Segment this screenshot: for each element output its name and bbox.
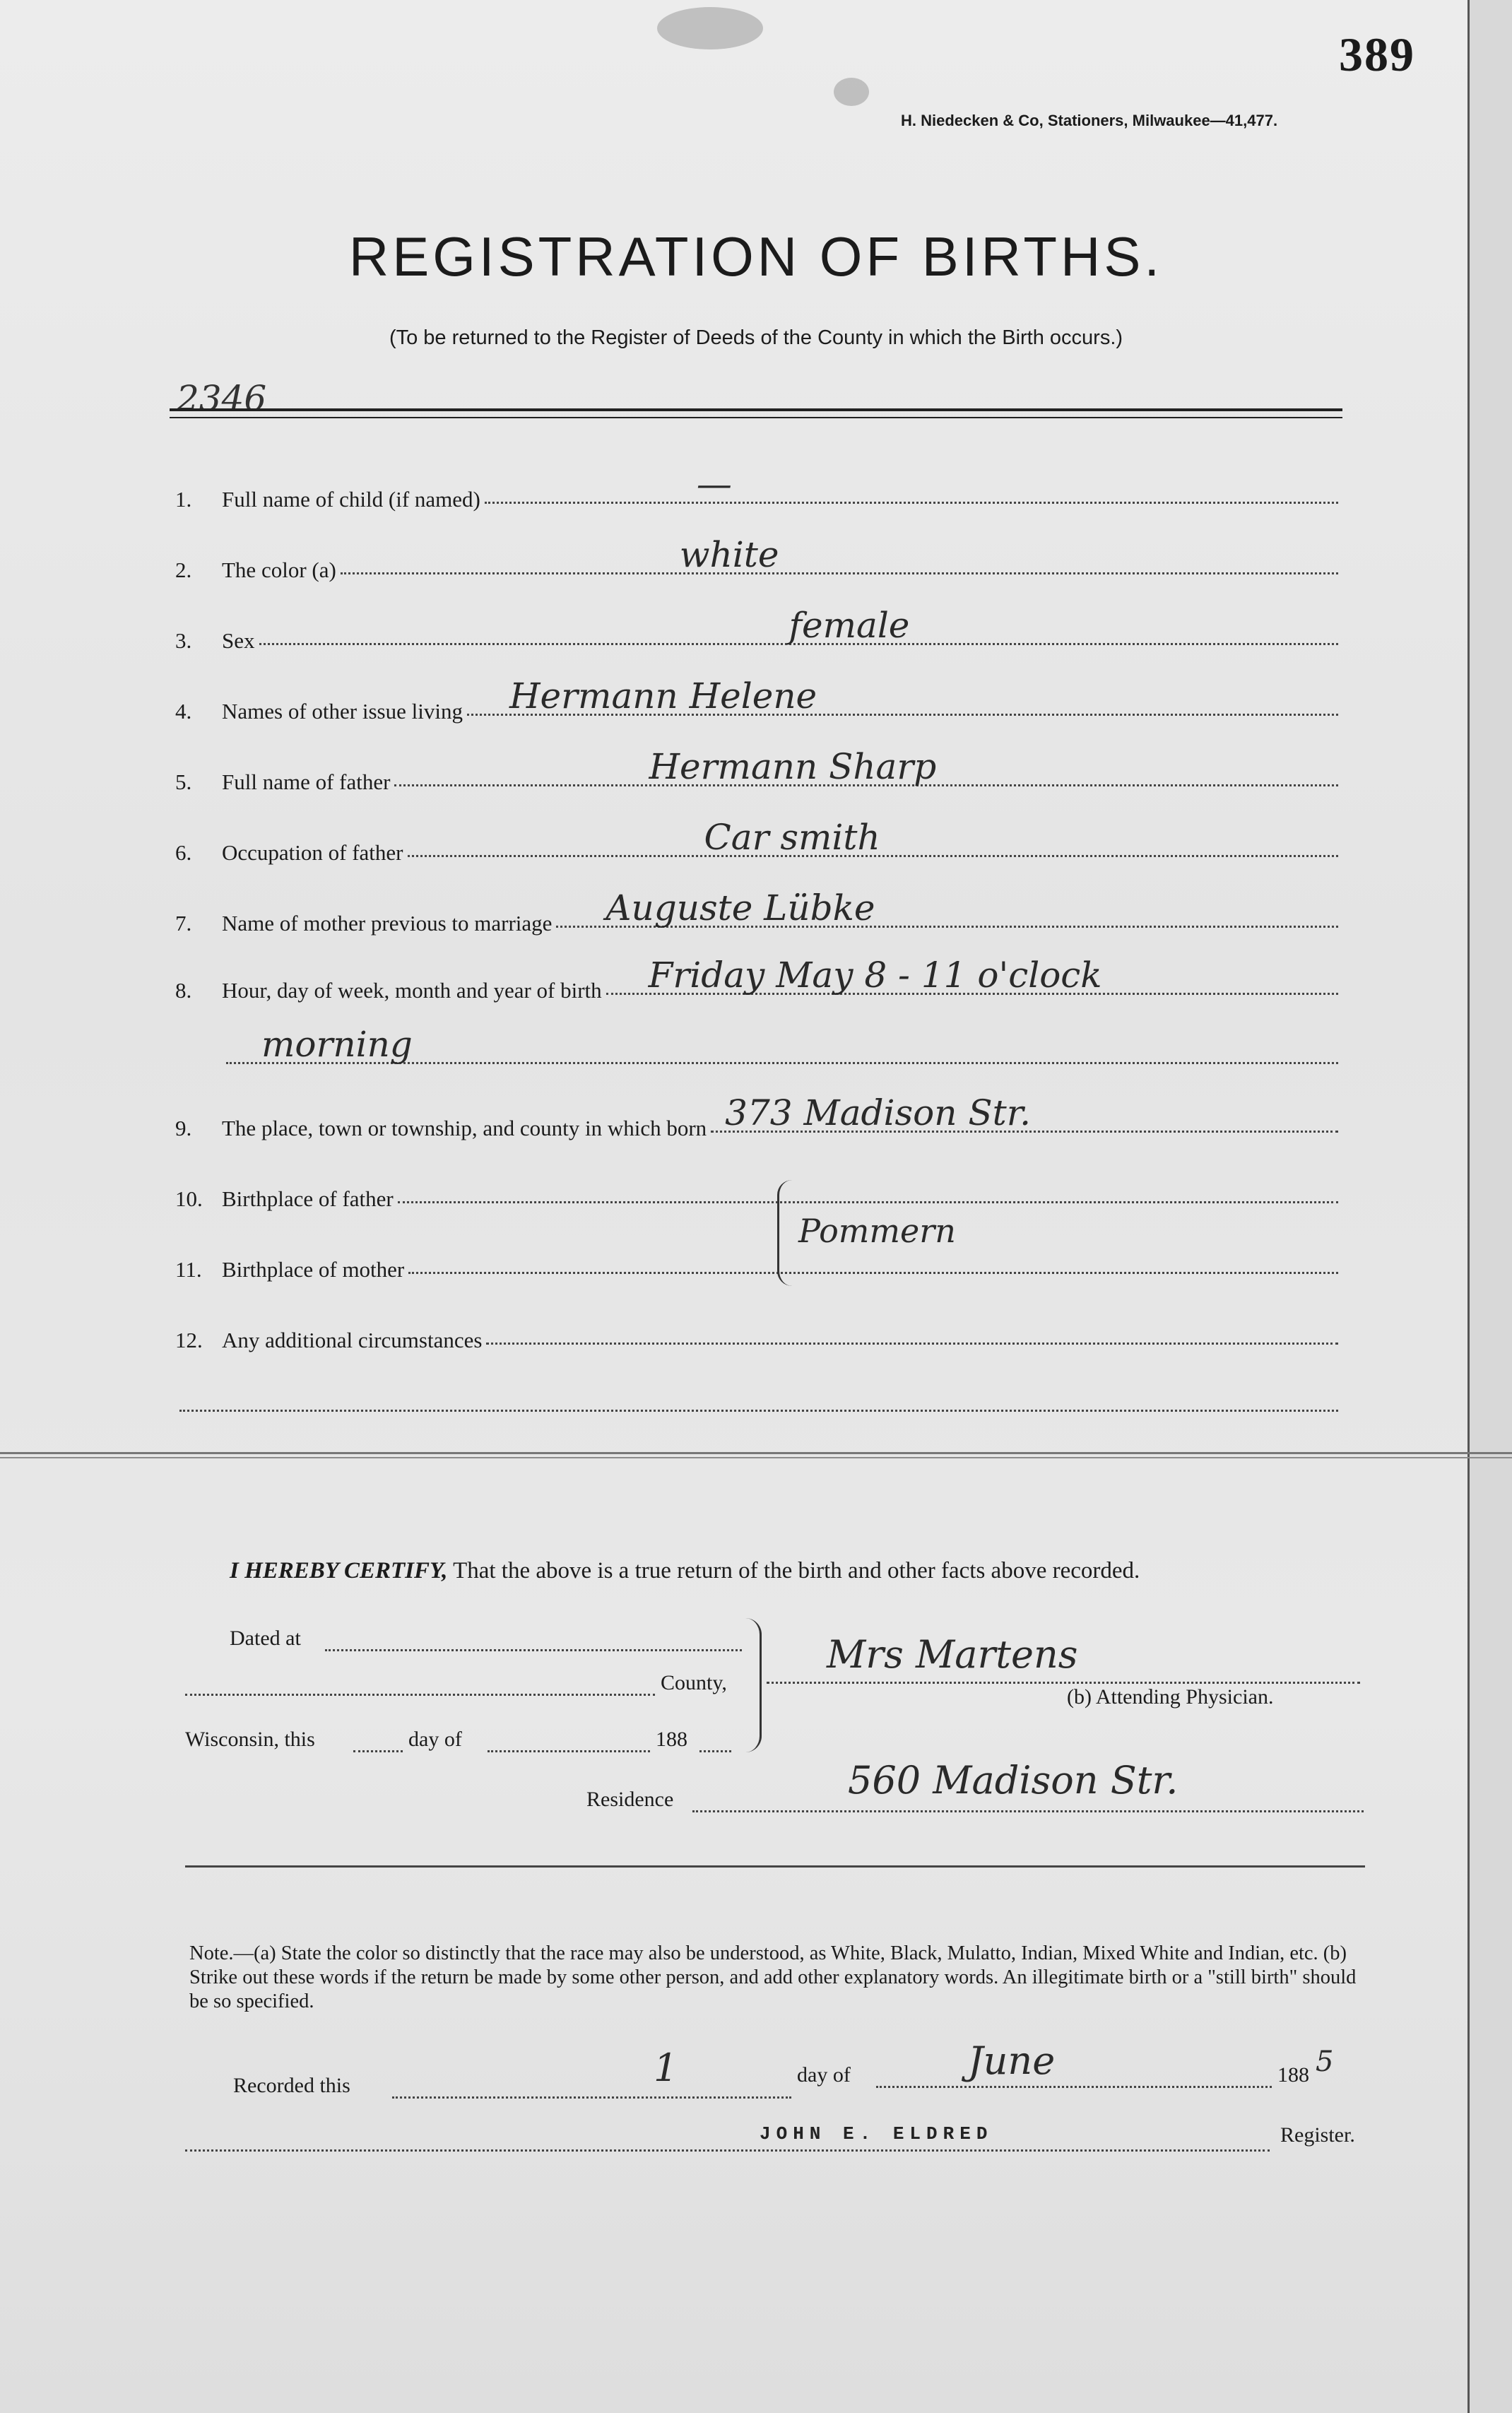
field-value: Hermann Sharp bbox=[649, 746, 937, 787]
field-label: Occupation of father bbox=[222, 840, 403, 865]
field-line bbox=[556, 887, 1338, 928]
field-label: Name of mother previous to marriage bbox=[222, 911, 553, 936]
footnote: Note.—(a) State the color so distinctly that the race may also be understood, as White, Black, Mulatto, Indian, Mixed White and Indian, etc. (b) Strike out these words if the return be made by some other person, and add other explanatory words. An illegitimate birth or a "still birth" should be so specified. bbox=[189, 1942, 1357, 2012]
physician-label: (b) Attending Physician. bbox=[1067, 1685, 1274, 1709]
ink-smudge bbox=[657, 7, 763, 49]
header-rule bbox=[170, 417, 1342, 418]
field-line bbox=[486, 1341, 1338, 1345]
county-label: County, bbox=[661, 1671, 727, 1694]
field-row-11 bbox=[175, 1240, 1342, 1282]
field-value: white bbox=[679, 534, 779, 575]
county-line bbox=[185, 1692, 655, 1696]
recorded-month: June bbox=[968, 2039, 1056, 2083]
field-line bbox=[259, 605, 1339, 646]
field-row-4 bbox=[175, 675, 1342, 724]
recorded-label: Recorded this bbox=[233, 2074, 350, 2097]
ink-smudge bbox=[834, 78, 869, 106]
birthplace-brace bbox=[777, 1180, 792, 1286]
field-value: — bbox=[696, 464, 732, 505]
field-line bbox=[408, 1270, 1338, 1274]
month-line bbox=[488, 1749, 650, 1752]
certify-lead: I HEREBY CERTIFY, bbox=[230, 1558, 448, 1583]
field-row-5 bbox=[175, 746, 1342, 795]
register-label: Register. bbox=[1280, 2123, 1355, 2147]
recorded-day-of-label: day of bbox=[797, 2063, 851, 2087]
field-row-12-continued bbox=[175, 1378, 1342, 1420]
recorded-day: 1 bbox=[654, 2046, 678, 2090]
section-divider bbox=[0, 1457, 1512, 1458]
recorded-year-label: 188 bbox=[1277, 2063, 1309, 2087]
field-number: 4. bbox=[175, 699, 192, 724]
year-label: 188 bbox=[656, 1728, 687, 1751]
field-line bbox=[341, 534, 1338, 575]
field-number: 7. bbox=[175, 911, 192, 936]
field-line bbox=[467, 675, 1338, 716]
field-label: Full name of child (if named) bbox=[222, 487, 480, 512]
page-number: 389 bbox=[1339, 28, 1415, 81]
field-label: Birthplace of mother bbox=[222, 1257, 405, 1282]
wisconsin-label: Wisconsin, this bbox=[185, 1728, 315, 1751]
field-label: The place, town or township, and county in which born bbox=[222, 1116, 707, 1140]
field-row-2 bbox=[175, 534, 1342, 583]
stationer-imprint: H. Niedecken & Co, Stationers, Milwaukee—41,477. bbox=[901, 112, 1278, 129]
field-number: 9. bbox=[175, 1116, 192, 1140]
field-row-8 bbox=[175, 955, 1342, 1003]
field-line bbox=[606, 955, 1338, 996]
register-name-stamp: JOHN E. ELDRED bbox=[760, 2123, 993, 2144]
certify-text: That the above is a true return of the birth and other facts above recorded. bbox=[453, 1558, 1140, 1583]
residence-label: Residence bbox=[586, 1788, 674, 1811]
year-line bbox=[699, 1749, 731, 1752]
field-value: morning bbox=[261, 1024, 413, 1065]
birthplace-value: Pommern bbox=[798, 1212, 956, 1250]
field-row-3 bbox=[175, 605, 1342, 654]
day-of-label: day of bbox=[408, 1728, 462, 1751]
field-label: The color (a) bbox=[222, 557, 336, 582]
field-value: 373 Madison Str. bbox=[725, 1092, 1032, 1133]
recorded-month-line bbox=[876, 2084, 1272, 2088]
certification-statement bbox=[230, 1558, 1140, 1584]
register-line bbox=[185, 2148, 1270, 2152]
field-value: Car smith bbox=[704, 817, 880, 858]
form-subtitle: (To be returned to the Register of Deeds of the County in which the Birth occurs.) bbox=[389, 326, 1123, 349]
field-number: 8. bbox=[175, 978, 192, 1003]
field-value: Friday May 8 - 11 o'clock bbox=[648, 955, 1102, 996]
page-edge bbox=[1467, 0, 1512, 2413]
field-label: Sex bbox=[222, 628, 255, 653]
field-line bbox=[179, 1408, 1338, 1412]
recorded-year-digit: 5 bbox=[1316, 2046, 1334, 2078]
physician-line bbox=[767, 1680, 1360, 1684]
field-number: 6. bbox=[175, 840, 192, 865]
field-value: Auguste Lübke bbox=[606, 887, 875, 928]
field-label: Any additional circumstances bbox=[222, 1328, 483, 1352]
header-rule bbox=[170, 408, 1342, 411]
field-label: Hour, day of week, month and year of birth bbox=[222, 978, 602, 1003]
field-label: Birthplace of father bbox=[222, 1186, 394, 1211]
field-number: 2. bbox=[175, 557, 192, 582]
field-value: female bbox=[789, 605, 910, 646]
field-number: 5. bbox=[175, 769, 192, 794]
residence-line bbox=[692, 1809, 1364, 1812]
field-row-1 bbox=[175, 464, 1342, 512]
certify-bottom-rule bbox=[185, 1865, 1365, 1868]
form-title: REGISTRATION OF BIRTHS. bbox=[348, 225, 1164, 288]
field-line bbox=[711, 1092, 1338, 1133]
field-label: Full name of father bbox=[222, 769, 391, 794]
physician-name: Mrs Martens bbox=[827, 1632, 1078, 1677]
field-value: Hermann Helene bbox=[509, 675, 817, 716]
field-row-12 bbox=[175, 1311, 1342, 1353]
section-divider bbox=[0, 1452, 1512, 1454]
field-row-6 bbox=[175, 817, 1342, 866]
field-number: 1. bbox=[175, 487, 192, 512]
day-line bbox=[353, 1749, 403, 1752]
field-line bbox=[485, 464, 1338, 505]
field-line bbox=[226, 1024, 1338, 1065]
registration-number: 2346 bbox=[177, 378, 267, 419]
field-line bbox=[398, 1200, 1338, 1203]
field-row-10 bbox=[175, 1169, 1342, 1212]
field-number: 12. bbox=[175, 1328, 203, 1352]
field-number: 3. bbox=[175, 628, 192, 653]
field-number: 10. bbox=[175, 1186, 203, 1211]
field-line bbox=[394, 746, 1338, 787]
recorded-day-line bbox=[392, 2095, 791, 2099]
certify-brace bbox=[745, 1618, 762, 1752]
dated-at-label: Dated at bbox=[230, 1627, 301, 1650]
field-line bbox=[408, 817, 1339, 858]
field-number: 11. bbox=[175, 1257, 202, 1282]
field-row-9 bbox=[175, 1092, 1342, 1141]
dated-at-line bbox=[325, 1648, 742, 1651]
field-row-8-continued bbox=[175, 1024, 1342, 1073]
field-row-7 bbox=[175, 887, 1342, 936]
field-label: Names of other issue living bbox=[222, 699, 463, 724]
residence-value: 560 Madison Str. bbox=[848, 1758, 1179, 1803]
